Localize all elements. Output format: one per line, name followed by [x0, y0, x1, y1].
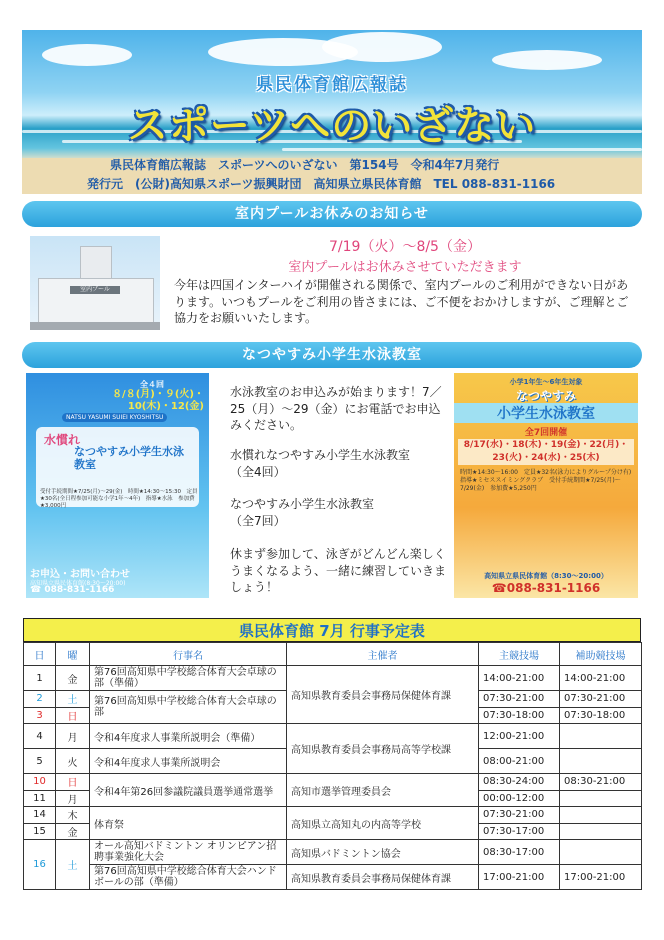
col-day: 日 [24, 643, 56, 666]
col-organizer: 主催者 [287, 643, 479, 666]
flyer-left-title: なつやすみ小学生水泳教室 [74, 445, 184, 471]
main-arena-cell: 08:30-24:00 [479, 774, 560, 791]
day-cell: 16 [24, 840, 56, 890]
flyer-left-rounds: 全４回 [140, 380, 164, 389]
day-cell: 15 [24, 823, 56, 840]
building-sign: 室内プール [70, 286, 120, 294]
schedule-header-row [24, 643, 642, 666]
pool-notice-body: 今年は四国インターハイが開催される関係で、室内プールのご利用ができない日があります。いつもプールをご利用の皆さまには、ご不便をおかけしますが、ご理解とご協力をお願いいたします。 [174, 278, 629, 325]
day-cell: 3 [24, 707, 56, 724]
weekday-cell: 月 [56, 790, 90, 807]
sub-arena-cell [560, 724, 642, 749]
flyer-right-org: 高知県立県民体育館（8:30〜20:00） [484, 572, 608, 580]
day-cell: 14 [24, 807, 56, 824]
col-sub-arena: 補助競技場 [560, 643, 642, 666]
sub-arena-cell: 07:30-21:00 [560, 691, 642, 708]
flyer-left-head: 水慣れ [44, 433, 81, 447]
main-arena-cell: 12:00-21:00 [479, 724, 560, 749]
flyer-left-dates: ８/８(月)・９(火)・10(木)・12(金) [112, 389, 204, 412]
flyer-left-org: 高知県立県民体育館(8:30〜20:00) [30, 580, 126, 587]
main-arena-cell: 14:00-21:00 [479, 666, 560, 691]
flyer-mizunare [26, 373, 209, 598]
main-arena-cell: 08:00-21:00 [479, 749, 560, 774]
weekday-cell: 土 [56, 840, 90, 890]
weekday-cell: 火 [56, 749, 90, 774]
flyer-left-banner: NATSU YASUMI SUIEI KYOSHITSU [62, 413, 167, 422]
sub-arena-cell: 17:00-21:00 [560, 865, 642, 890]
weekday-cell: 土 [56, 691, 90, 708]
col-weekday: 曜 [56, 643, 90, 666]
col-main-arena: 主競技場 [479, 643, 560, 666]
sub-arena-cell: 14:00-21:00 [560, 666, 642, 691]
flyer-right-info: 時間★14:30〜16:00 定員★32名(泳力によりグループ分け有) 指導★ミセススイミングクラブ 受付手続期間★7/25(月)〜7/29(金) 参加費★5,250円 [460, 469, 638, 492]
day-cell: 2 [24, 691, 56, 708]
organizer-cell: 高知市選挙管理委員会 [287, 774, 479, 807]
schedule-table [23, 642, 642, 890]
main-arena-cell: 08:30-17:00 [479, 840, 560, 865]
organizer-cell: 高知県教育委員会事務局保健体育課 [287, 666, 479, 724]
event-cell: 令和4年第26回参議院議員選挙通常選挙 [90, 774, 287, 807]
class2-count: （全7回） [230, 514, 286, 528]
sub-arena-cell: 07:30-18:00 [560, 707, 642, 724]
class2-name: なつやすみ小学生水泳教室 [230, 497, 375, 511]
weekday-cell: 月 [56, 724, 90, 749]
sub-arena-cell [560, 790, 642, 807]
day-cell: 5 [24, 749, 56, 774]
flyer-right-tel: ☎088-831-1166 [491, 581, 601, 595]
weekday-cell: 金 [56, 666, 90, 691]
event-cell: 第76回高知県中学校総合体育大会ハンドボールの部（準備） [90, 865, 287, 890]
weekday-cell: 木 [56, 807, 90, 824]
issue-line: 県民体育館広報誌 スポーツへのいざない 第154号 令和4年7月発行 [110, 158, 500, 172]
main-arena-cell: 07:30-21:00 [479, 807, 560, 824]
day-cell: 10 [24, 774, 56, 791]
day-cell: 11 [24, 790, 56, 807]
flyer-natsuyasumi [454, 373, 638, 598]
organizer-cell: 高知県バドミントン協会 [287, 840, 479, 865]
table-row [24, 840, 642, 865]
pool-closure-note: 室内プールはお休みさせていただきます [288, 260, 522, 275]
pool-notice-heading: 室内プールお休みのお知らせ [22, 201, 642, 227]
schedule-title: 県民体育館 7月 行事予定表 [23, 618, 641, 642]
event-cell: 令和4年度求人事業所説明会（準備） [90, 724, 287, 749]
flyer-right-count: 全7回開催 [524, 428, 568, 438]
header-banner [22, 30, 642, 194]
main-arena-cell: 07:30-21:00 [479, 691, 560, 708]
sub-arena-cell [560, 823, 642, 840]
pool-closure-dates: 7/19（火）～8/5（金） [329, 239, 481, 255]
col-event: 行事名 [90, 643, 287, 666]
day-cell: 4 [24, 724, 56, 749]
event-cell: 体育祭 [90, 807, 287, 840]
organizer-cell: 高知県教育委員会事務局高等学校課 [287, 724, 479, 774]
flyer-left-contact: お申込・お問い合わせ [30, 569, 130, 580]
sub-arena-cell: 08:30-21:00 [560, 774, 642, 791]
event-cell: 令和4年度求人事業所説明会 [90, 749, 287, 774]
header-subtitle: 県民体育館広報誌 [256, 75, 408, 95]
organizer-cell: 高知県教育委員会事務局保健体育課 [287, 865, 479, 890]
flyer-left-info: 受付手続期間★7/25(月)〜29(金) 時間★14:30〜15:30 定員★30名(全日程参加可能な小学1年〜4年) 指導★水泳 参加費★3,000円 [40, 489, 198, 509]
flyer-right-title2: 小学生水泳教室 [454, 403, 638, 423]
main-arena-cell: 07:30-18:00 [479, 707, 560, 724]
weekday-cell: 日 [56, 707, 90, 724]
sub-arena-cell [560, 807, 642, 824]
sub-arena-cell [560, 749, 642, 774]
swim-intro: 水泳教室のお申込みが始まります！7／25（月）～29（金）にお電話でお申込みください。 [230, 385, 442, 432]
table-row [24, 865, 642, 890]
event-cell: 第76回高知県中学校総合体育大会卓球の部（準備） [90, 666, 287, 691]
class1-count: （全4回） [230, 465, 286, 479]
flyer-right-title1: なつやすみ [515, 389, 576, 403]
table-row [24, 666, 642, 691]
table-row [24, 807, 642, 824]
main-arena-cell: 00:00-12:00 [479, 790, 560, 807]
weekday-cell: 日 [56, 774, 90, 791]
class1-name: 水慣れなつやすみ小学生水泳教室 [230, 448, 411, 462]
header-title: スポーツへのいざない [127, 103, 537, 149]
sub-arena-cell [560, 840, 642, 865]
organizer-cell: 高知県立高知丸の内高等学校 [287, 807, 479, 840]
event-cell: オール高知バドミントン オリンピアン招聘事業強化大会 [90, 840, 287, 865]
main-arena-cell: 07:30-17:00 [479, 823, 560, 840]
flyer-left-tel: ☎ 088-831-1166 [30, 585, 115, 595]
swim-school-heading: なつやすみ小学生水泳教室 [22, 342, 642, 368]
flyer-right-target: 小学1年生〜6年生対象 [509, 378, 583, 386]
table-row [24, 774, 642, 791]
pool-building-photo [30, 236, 160, 330]
day-cell: 1 [24, 666, 56, 691]
publisher-line: 発行元 (公財)高知県スポーツ振興財団 高知県立県民体育館 TEL 088-831-1166 [87, 177, 556, 191]
event-cell: 第76回高知県中学校総合体育大会卓球の部 [90, 691, 287, 724]
swim-closing: 休まず参加して、泳ぎがどんどん楽しくうまくなるよう、一緒に練習していきましょう！ [230, 547, 447, 594]
main-arena-cell: 17:00-21:00 [479, 865, 560, 890]
flyer-right-dates: 8/17(水)・18(木)・19(金)・22(月)・23(火)・24(水)・25(木) [458, 439, 634, 465]
table-row [24, 724, 642, 749]
weekday-cell: 金 [56, 823, 90, 840]
